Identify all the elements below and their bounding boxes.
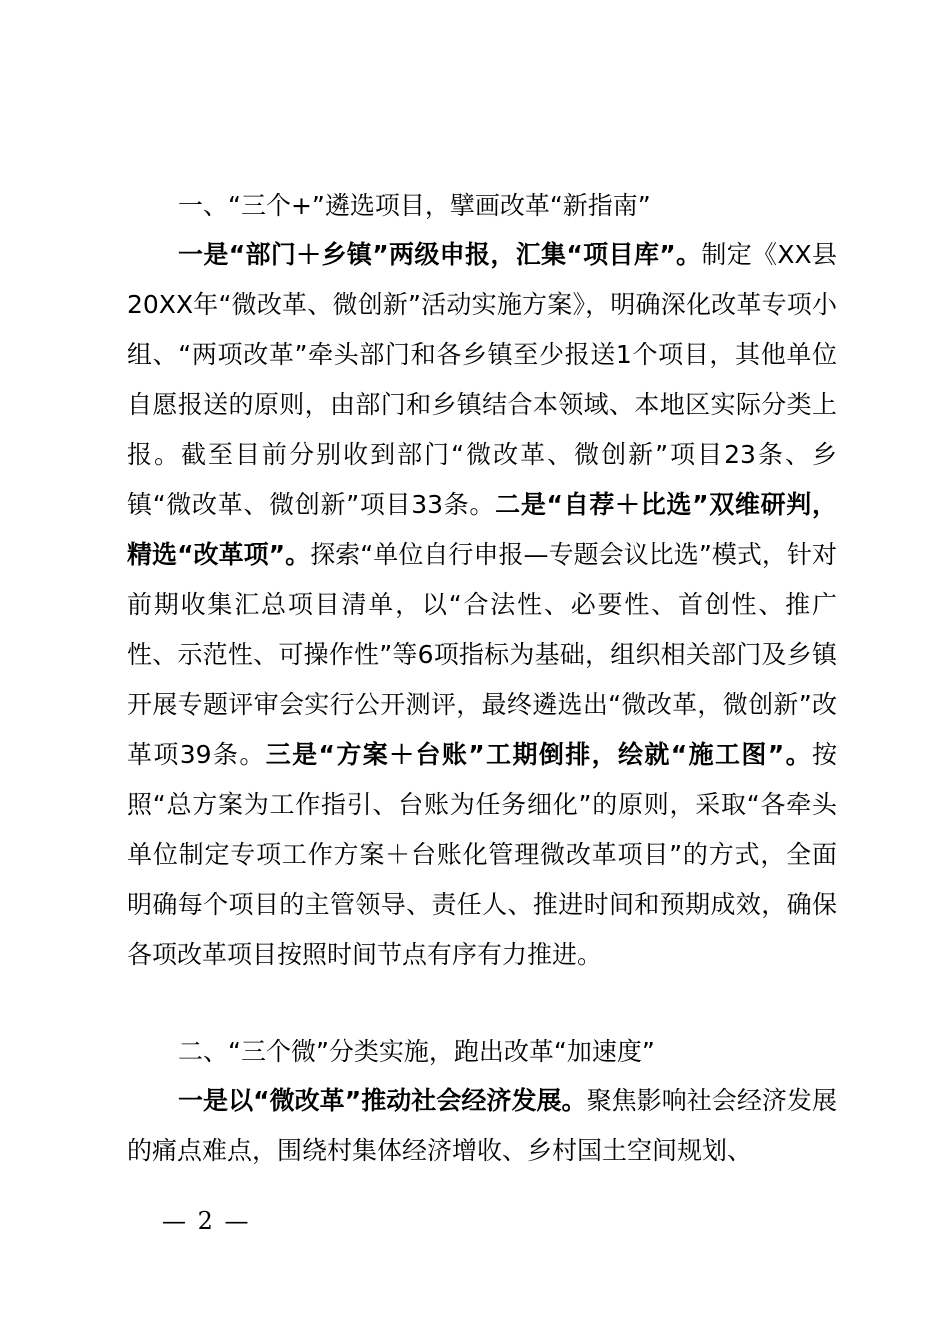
paragraph-1 bbox=[127, 230, 837, 980]
paragraph-1-lead-2: 二是“自荐＋比选”双维研判，精选“改革项”。 bbox=[127, 490, 837, 569]
paragraph-1-text-1: 制定《XX县20XX年“微改革、微创新”活动实施方案》，明确深化改革专项小组、“两项改革”牵头部门和各乡镇至少报送1个项目，其他单位自愿报送的原则，由部门和乡镇结合本领域、本地区实际分类上报。截至目前分别收到部门“微改革、微创新”项目23条、乡镇“微改革、微创新”项目33条。 bbox=[127, 240, 837, 519]
paragraph-2-text-1: 聚焦影响社会经济发展的痛点难点，围绕村集体经济增收、乡村国土空间规划、 bbox=[127, 1086, 837, 1165]
paragraph-2 bbox=[127, 1076, 837, 1176]
paragraph-1-lead-3: 三是“方案＋台账”工期倒排，绘就“施工图”。 bbox=[265, 740, 812, 769]
section-heading-2: 二、“三个微”分类实施，跑出改革“加速度” bbox=[178, 1037, 655, 1066]
page-number: — 2 — bbox=[162, 1207, 251, 1235]
section-heading-1: 一、“三个+”遴选项目，擘画改革“新指南” bbox=[178, 191, 651, 220]
paragraph-1-text-3: 按照“总方案为工作指引、台账为任务细化”的原则，采取“各牵头单位制定专项工作方案＋台账化管理微改革项目”的方式，全面明确每个项目的主管领导、责任人、推进时间和预期成效，确保各项改革项目按照时间节点有序有力推进。 bbox=[127, 740, 837, 969]
paragraph-1-lead-1: 一是“部门＋乡镇”两级申报，汇集“项目库”。 bbox=[178, 240, 702, 269]
paragraph-2-lead-1: 一是以“微改革”推动社会经济发展。 bbox=[178, 1086, 587, 1115]
paragraph-1-text-2: 探索“单位自行申报—专题会议比选”模式，针对前期收集汇总项目清单，以“合法性、必要性、首创性、推广性、示范性、可操作性”等6项指标为基础，组织相关部门及乡镇开展专题评审会实行公开测评，最终遴选出“微改革，微创新”改革项39条。 bbox=[127, 540, 837, 769]
